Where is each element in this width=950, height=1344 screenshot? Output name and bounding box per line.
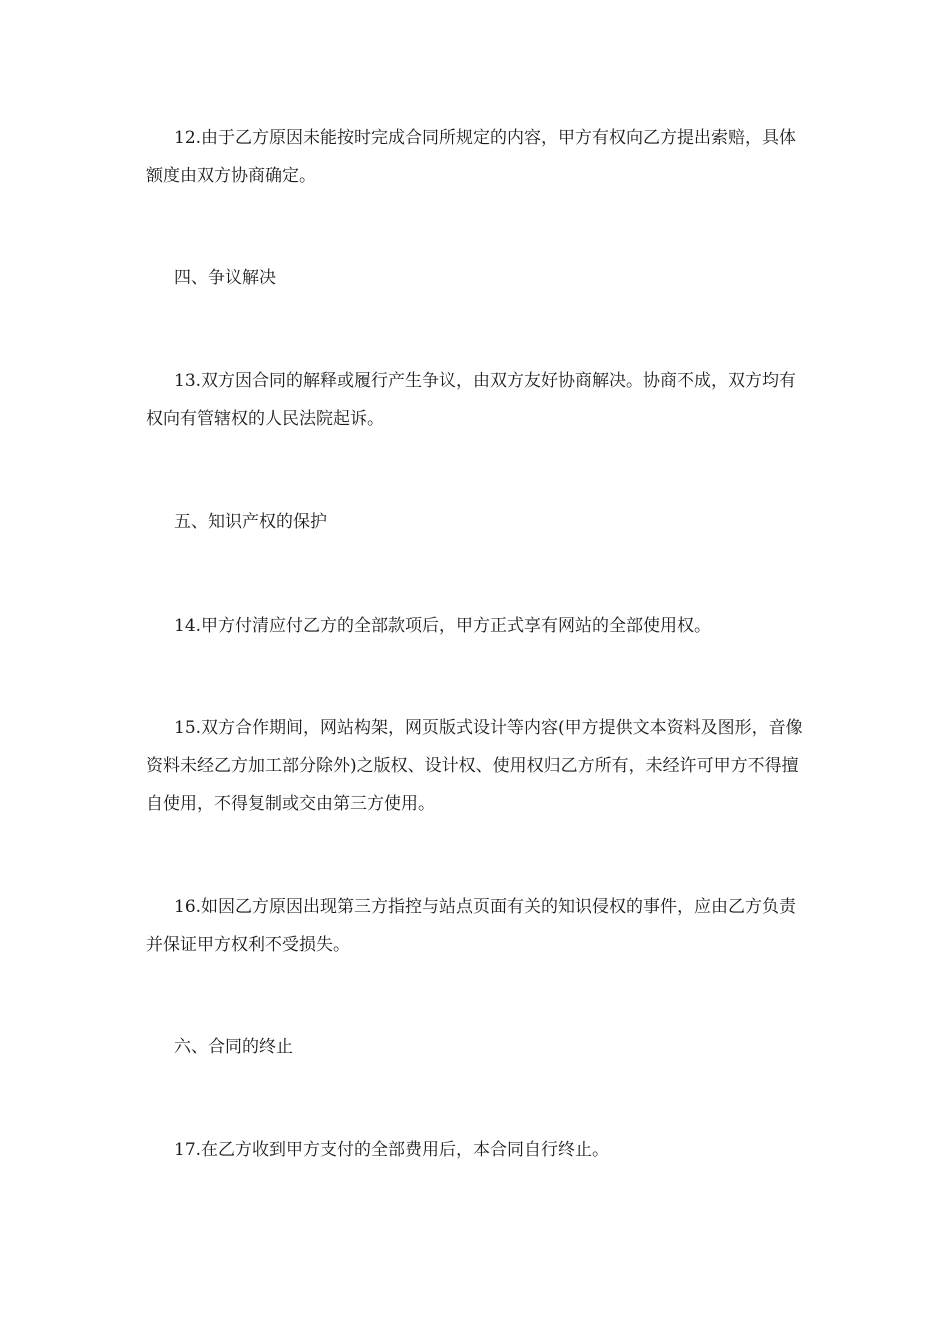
section-5-heading: 五、知识产权的保护 xyxy=(174,512,327,532)
section-4-heading: 四、争议解决 xyxy=(174,268,276,288)
clause-13-paragraph: 13.双方因合同的解释或履行产生争议，由双方友好协商解决。协商不成，双方均有权向有管辖权的人民法院起诉。 xyxy=(146,371,797,429)
clause-17-paragraph: 17.在乙方收到甲方支付的全部费用后，本合同自行终止。 xyxy=(174,1140,610,1160)
clause-16-paragraph: 16.如因乙方原因出现第三方指控与站点页面有关的知识侵权的事件，应由乙方负责并保证甲方权利不受损失。 xyxy=(146,897,797,955)
clause-14-paragraph: 14.甲方付清应付乙方的全部款项后，甲方正式享有网站的全部使用权。 xyxy=(174,616,712,636)
clause-15-paragraph: 15.双方合作期间，网站构架，网页版式设计等内容(甲方提供文本资料及图形，音像资料未经乙方加工部分除外)之版权、设计权、使用权归乙方所有，未经许可甲方不得擅自使用，不得复制或交由第三方使用。 xyxy=(146,718,803,814)
clause-12-paragraph: 12.由于乙方原因未能按时完成合同所规定的内容，甲方有权向乙方提出索赔，具体额度由双方协商确定。 xyxy=(146,128,797,186)
section-6-heading: 六、合同的终止 xyxy=(174,1037,293,1057)
